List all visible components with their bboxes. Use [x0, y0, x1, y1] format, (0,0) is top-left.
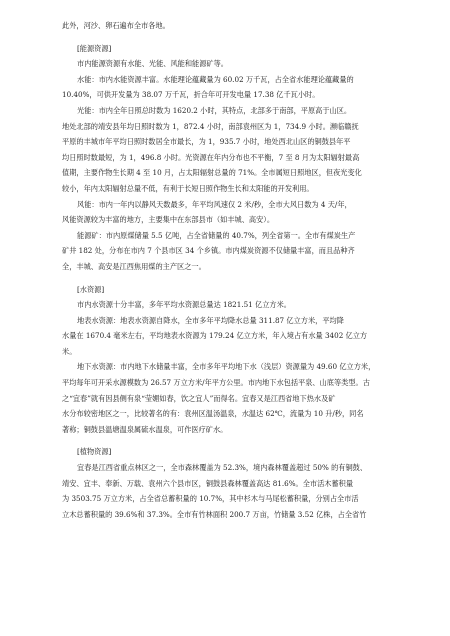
text-line: 宜春是江西省重点林区之一，全市森林覆盖为 52.3%，境内森林覆盖超过 50% 的有铜鼓、 — [77, 463, 368, 473]
text-line: 能源矿：市内原煤储量 5.5 亿吨，占全省储量的 40.7%，列全省第一。全市有煤炭生产 — [77, 230, 356, 240]
text-line: 均日照时数最短，为 1，496.8 小时。光资源在年内分布也不平衡，7 至 8 月为太阳辐射最高 — [62, 152, 360, 162]
text-line: 平原的丰城市年平均日照时数居全市最长，为 1，935.7 小时，地处西北山区的铜鼓县年平 — [62, 137, 351, 147]
text-line: 矿井 182 处，分布在市内 7 个县市区 34 个乡镇。市内煤炭资源不仅储量丰富，而且品种齐 — [62, 246, 355, 256]
text-line: 10.40%，可供开发量为 38.07 万千瓦，折合年可开发电量 17.38 亿千瓦小时。 — [62, 90, 320, 100]
paragraph-gap — [62, 34, 392, 41]
text-line: 市内能源资源有水能、光能、风能和能源矿等。 — [77, 59, 228, 69]
text-line: 著称；铜鼓县温塘温泉属硫水温泉，可作医疗矿水。 — [62, 424, 228, 434]
text-line: 风能：市内一年内以静风天数最多，年平均风速仅 2 米/秒，全市大风日数为 4 天/年， — [77, 199, 352, 209]
section-heading: [能源资源] — [77, 43, 112, 53]
text-line: 较小，年内太阳辐射总量不低，有利于长短日照作物生长和太阳能的开发利用。 — [62, 183, 314, 193]
section-heading: [水资源] — [77, 284, 105, 294]
text-line: 市内水资源十分丰富，多年平均水资源总量达 1821.51 亿立方米。 — [77, 300, 291, 310]
section-heading: [植物资源] — [77, 447, 112, 457]
paragraph-gap — [62, 275, 392, 282]
text-line: 值期，主要作物生长期 4 至 10 月，占太阳辐射总量的 71%。全市属短日照地区，但夜光变化 — [62, 168, 362, 178]
text-line: 地表水资源：地表水资源自降水，全市多年平均降水总量 311.87 亿立方米，平均降 — [77, 315, 344, 325]
text-line: 立木总蓄积量的 39.6%和 37.3%。全市有竹林面积 200.7 万亩，竹储量 3.52 亿株，占全省竹 — [62, 509, 367, 519]
text-line: 之“宜春”就有因县侧有泉“莹媚如春，饮之宜人”而得名。宜春又是江西省地下热水及矿 — [62, 393, 336, 403]
text-line: 靖安、宜丰、奉新、万载、袁州六个县市区，铜鼓县森林覆盖高达 81.6%。全市活木蓄积量 — [62, 478, 354, 488]
text-line: 地下水资源：市内地下水储量丰富，全市多年平均地下水（浅层）资源量为 49.60 亿立方米， — [77, 362, 376, 372]
document-page — [62, 18, 392, 522]
text-line: 此外，河沙、卵石遍布全市各地。 — [62, 21, 170, 30]
text-line: 水能：市内水能资源丰富。水能理论蕴藏量为 60.02 万千瓦，占全省水能理论蕴藏量的 — [77, 74, 354, 84]
text-line: 为 3503.75 万立方米，占全省总蓄积量的 10.7%，其中杉木与马尾松蓄积量，分别占全市活 — [62, 494, 359, 504]
text-line: 水分布较密地区之一，比较著名的有：袁州区温汤温泉，水温达 62℃，流量为 10 升/秒，同名 — [62, 409, 364, 419]
text-line: 水量在 1670.4 毫米左右，平均地表水资源为 179.24 亿立方米，年入境占有水量 3402 亿立方 — [62, 331, 368, 341]
text-line: 风能资源较为丰富的地方，主要集中在东部县市（如丰城、高安）。 — [62, 215, 275, 225]
text-line: 光能：市内全年日照总时数为 1620.2 小时，其特点，北部多于南部，平原高于山区。 — [77, 105, 352, 115]
text-line: 全，丰城、高安是江西焦用煤的主产区之一。 — [62, 261, 206, 271]
text-line: 米。 — [62, 346, 77, 356]
text-line: 平均每年可开采水源模数为 26.57 万立方米/年平方公里。市内地下水包括平泉、山底等类型。古 — [62, 378, 370, 388]
paragraph-gap — [62, 437, 392, 444]
text-line: 地处北部的靖安县年均日照时数为 1，872.4 小时，南部袁州区为 1，734.9 小时。濒临赣抚 — [62, 121, 359, 131]
